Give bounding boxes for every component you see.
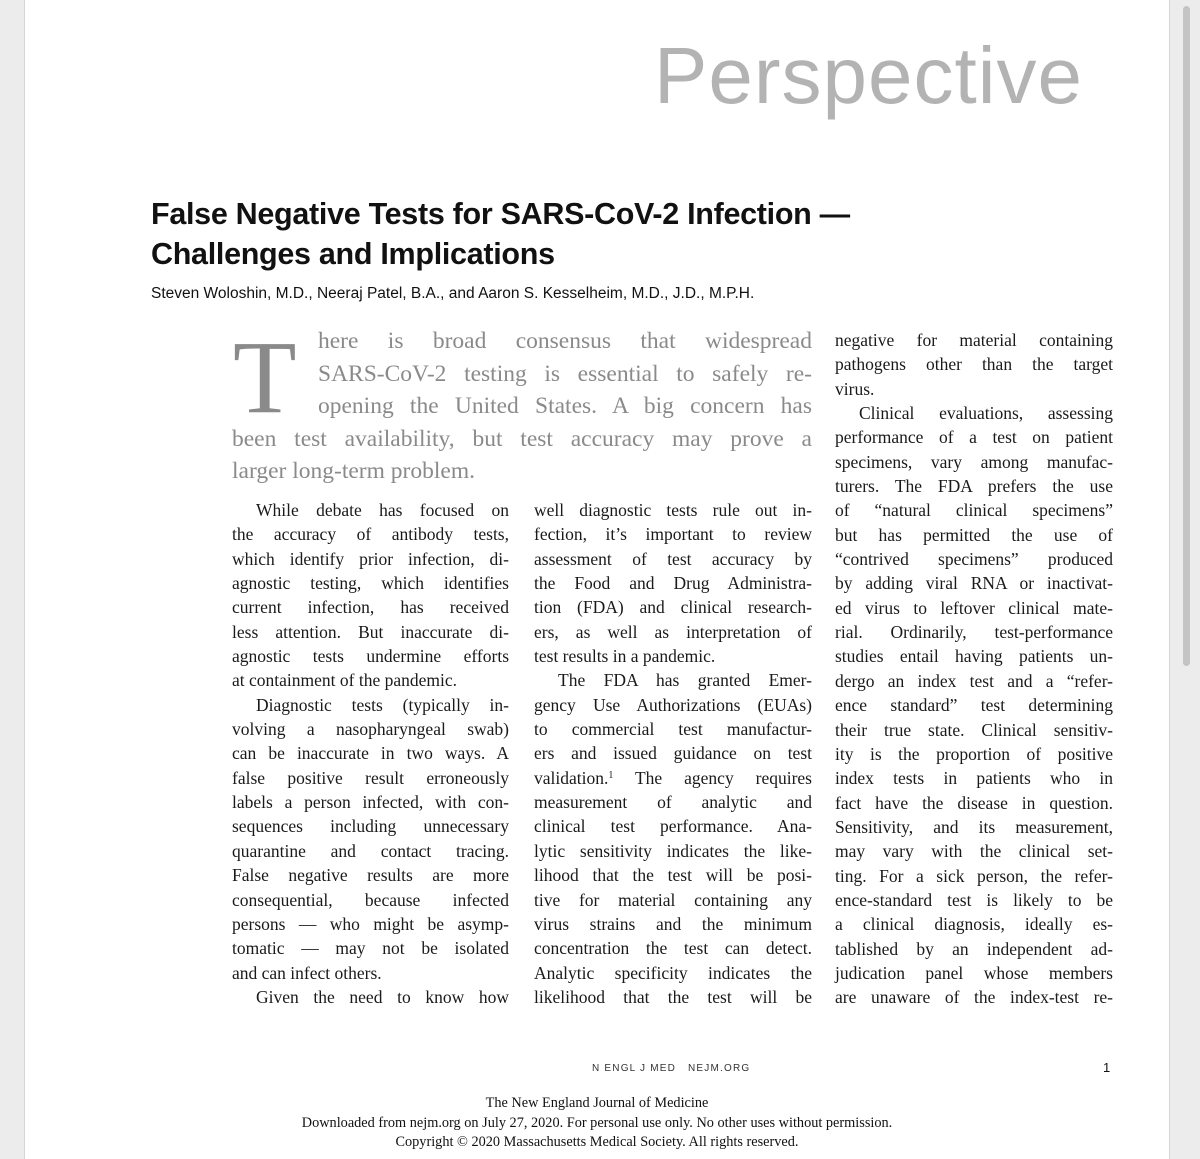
lead-line: here is broad consensus that widespread <box>318 328 812 354</box>
text-line: Diagnostic tests (typically in- <box>256 694 509 715</box>
text-line: well diagnostic tests rule out in- <box>534 500 812 520</box>
text-line: tive for material containing any <box>534 889 812 910</box>
text-line: agnostic tests undermine efforts <box>232 646 509 667</box>
text-line: ence standard” test determining <box>835 695 1113 716</box>
text-line: lihood that the test will be posi- <box>534 865 812 886</box>
text-line: which identify prior infection, di- <box>232 548 509 569</box>
text-line: of “natural clinical specimens” <box>835 500 1113 521</box>
author-list: Steven Woloshin, M.D., Neeraj Patel, B.A., and Aaron S. Kesselheim, M.D., J.D., M.P.H. <box>151 285 755 302</box>
text-line: ed virus to leftover clinical mate- <box>835 597 1113 618</box>
text-line: rial. Ordinarily, test-performance <box>835 622 1113 643</box>
text-line: Sensitivity, and its measurement, <box>835 816 1113 837</box>
text-line: their true state. Clinical sensitiv- <box>835 719 1113 740</box>
text-line: but has permitted the use of <box>835 524 1113 545</box>
text-line: Analytic specificity indicates the <box>534 962 812 983</box>
journal-abbreviation: N ENGL J MED <box>592 1063 677 1074</box>
text-line: labels a person infected, with con- <box>232 792 509 813</box>
lead-line: opening the United States. A big concern has <box>318 393 812 419</box>
text-line: clinical test performance. Ana- <box>534 816 812 837</box>
text-line: fection, it’s important to review <box>534 524 812 545</box>
text-line: ity is the proportion of positive <box>835 743 1113 764</box>
text-line: lytic sensitivity indicates the like- <box>534 840 812 861</box>
text-line: current infection, has received <box>232 597 509 618</box>
text-line: sequences including unnecessary <box>232 816 509 837</box>
text-line: gency Use Authorizations (EUAs) <box>534 694 812 715</box>
text-line: can be inaccurate in two ways. A <box>232 743 509 764</box>
text-line: pathogens other than the target <box>835 354 1113 375</box>
text-line: The FDA has granted Emer- <box>558 670 812 691</box>
text-line: consequential, because infected <box>232 889 509 910</box>
text-line: tion (FDA) and clinical research- <box>534 597 812 618</box>
text-line: measurement of analytic and <box>534 792 812 813</box>
article-title <box>151 194 1031 274</box>
body-column-left <box>232 498 509 1009</box>
text-line: turers. The FDA prefers the use <box>835 476 1113 497</box>
lead-line: larger long-term problem. <box>232 458 475 484</box>
notice-line: Copyright © 2020 Massachusetts Medical Society. All rights reserved. <box>395 1134 799 1150</box>
title-line: Challenges and Implications <box>151 237 555 271</box>
text-line: assessment of test accuracy by <box>534 548 812 569</box>
section-label: Perspective <box>654 31 1083 120</box>
scrollbar-thumb[interactable] <box>1183 6 1190 666</box>
running-footer <box>592 1063 750 1074</box>
text-line: virus strains and the minimum <box>534 913 812 934</box>
notice-line: Downloaded from nejm.org on July 27, 2020. For personal use only. No other uses without permission. <box>301 1114 893 1131</box>
text-line: False negative results are more <box>232 865 509 886</box>
text-line: less attention. But inaccurate di- <box>232 621 509 642</box>
text-line: index tests in patients who in <box>835 768 1113 789</box>
text-line: likelihood that the test will be <box>534 986 812 1007</box>
text-line: to commercial test manufactur- <box>534 719 812 740</box>
text-line: ers and issued guidance on test <box>534 743 812 764</box>
text-line: test results in a pandemic. <box>534 646 716 667</box>
text-line: ers, as well as interpretation of <box>534 621 812 642</box>
notice-line: The New England Journal of Medicine <box>485 1095 709 1111</box>
text-line: the Food and Drug Administra- <box>534 573 812 594</box>
text-fragment: validation. <box>534 767 609 788</box>
reference-marker[interactable]: 1 <box>608 769 614 781</box>
text-line: may vary with the clinical set- <box>835 841 1113 862</box>
body-column-right <box>835 328 1113 1010</box>
text-line: ence-standard test is likely to be <box>835 889 1113 910</box>
text-line: judication panel whose members <box>835 962 1113 983</box>
page-number: 1 <box>1103 1060 1111 1075</box>
text-line: agnostic testing, which identifies <box>232 573 509 594</box>
text-line: tomatic — may not be isolated <box>232 938 509 959</box>
text-line: and can infect others. <box>232 962 382 983</box>
text-line-with-reference <box>534 766 812 790</box>
text-line: “contrived specimens” produced <box>835 549 1113 570</box>
lead-line: been test availability, but test accuracy may prove a <box>232 425 812 452</box>
text-line: tablished by an independent ad- <box>835 938 1113 959</box>
text-line: ting. For a sick person, the refer- <box>835 865 1113 886</box>
drop-cap: T <box>233 320 297 435</box>
text-line: studies entail having patients un- <box>835 646 1113 667</box>
journal-site: NEJM.ORG <box>687 1063 751 1074</box>
text-line: volving a nasopharyngeal swab) <box>232 719 509 740</box>
lead-line: SARS-CoV-2 testing is essential to safely re- <box>318 360 812 387</box>
text-line: specimens, vary among manufac- <box>835 451 1113 472</box>
download-notice <box>25 1094 1169 1153</box>
text-line: persons — who might be asymp- <box>232 913 509 934</box>
text-line: are unaware of the index-test re- <box>835 987 1113 1008</box>
text-line: concentration the test can detect. <box>534 938 812 959</box>
text-line: While debate has focused on <box>256 500 509 520</box>
scrollbar[interactable] <box>1181 0 1193 1159</box>
text-line: negative for material containing <box>835 330 1113 350</box>
text-line: dergo an index test and a “refer- <box>835 670 1113 691</box>
text-line: by adding viral RNA or inactivat- <box>835 573 1113 594</box>
text-line: Given the need to know how <box>256 986 509 1007</box>
text-fragment: The agency requires <box>613 767 812 788</box>
text-line: false positive result erroneously <box>232 767 509 788</box>
body-column-middle <box>534 498 812 1009</box>
text-line: the accuracy of antibody tests, <box>232 524 509 545</box>
text-line: performance of a test on patient <box>835 427 1113 448</box>
lead-paragraph <box>232 320 812 488</box>
text-line: at containment of the pandemic. <box>232 670 457 691</box>
text-line: virus. <box>835 378 875 399</box>
title-line: False Negative Tests for SARS-CoV-2 Infection — <box>151 197 850 231</box>
text-line: a clinical diagnosis, ideally es- <box>835 914 1113 935</box>
text-line: fact have the disease in question. <box>835 792 1113 813</box>
text-line: Clinical evaluations, assessing <box>859 403 1113 424</box>
pdf-page <box>24 0 1170 1159</box>
text-line: quarantine and contact tracing. <box>232 840 509 861</box>
